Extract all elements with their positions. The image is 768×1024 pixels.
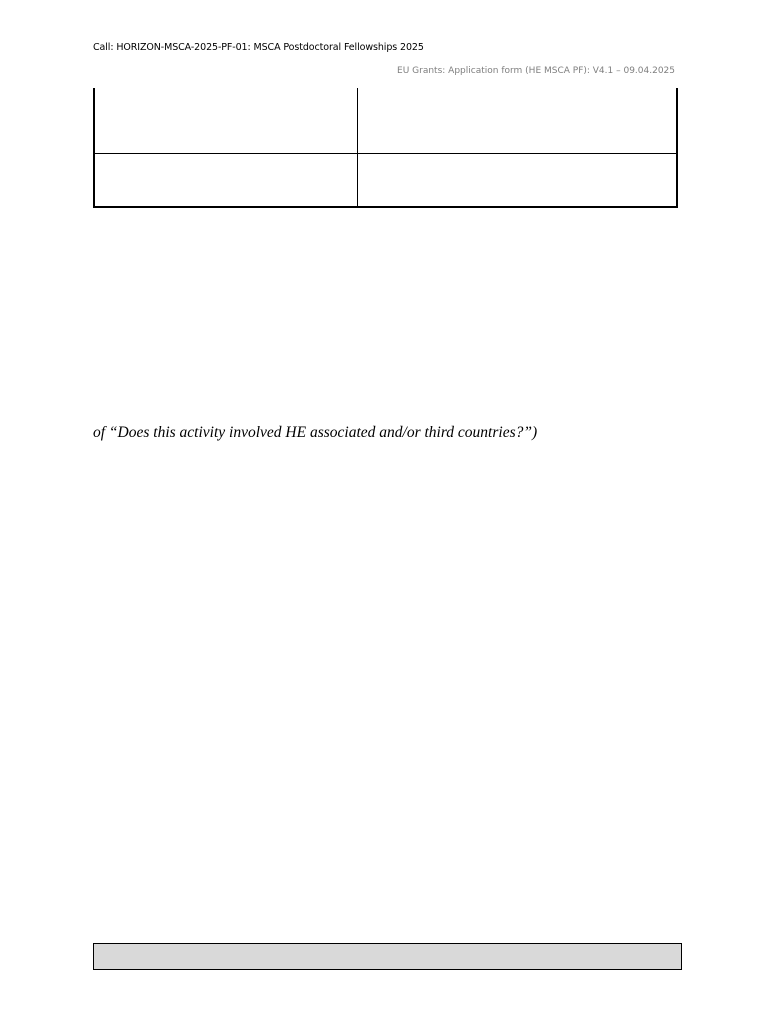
table-cell-row2-col2 [357, 153, 678, 208]
table-cell-row1-col2 [357, 88, 678, 154]
question-reference-text: of “Does this activity involved HE associated and/or third countries?”) [93, 424, 538, 441]
shaded-section-box [93, 943, 682, 970]
table-cell-row1-col1 [93, 88, 358, 154]
document-table [93, 88, 678, 208]
form-version-label: EU Grants: Application form (HE MSCA PF): V4.1 – 09.04.2025 [397, 66, 675, 76]
call-identifier: Call: HORIZON-MSCA-2025-PF-01: MSCA Postdoctoral Fellowships 2025 [93, 42, 424, 53]
table-cell-row2-col1 [93, 153, 358, 208]
